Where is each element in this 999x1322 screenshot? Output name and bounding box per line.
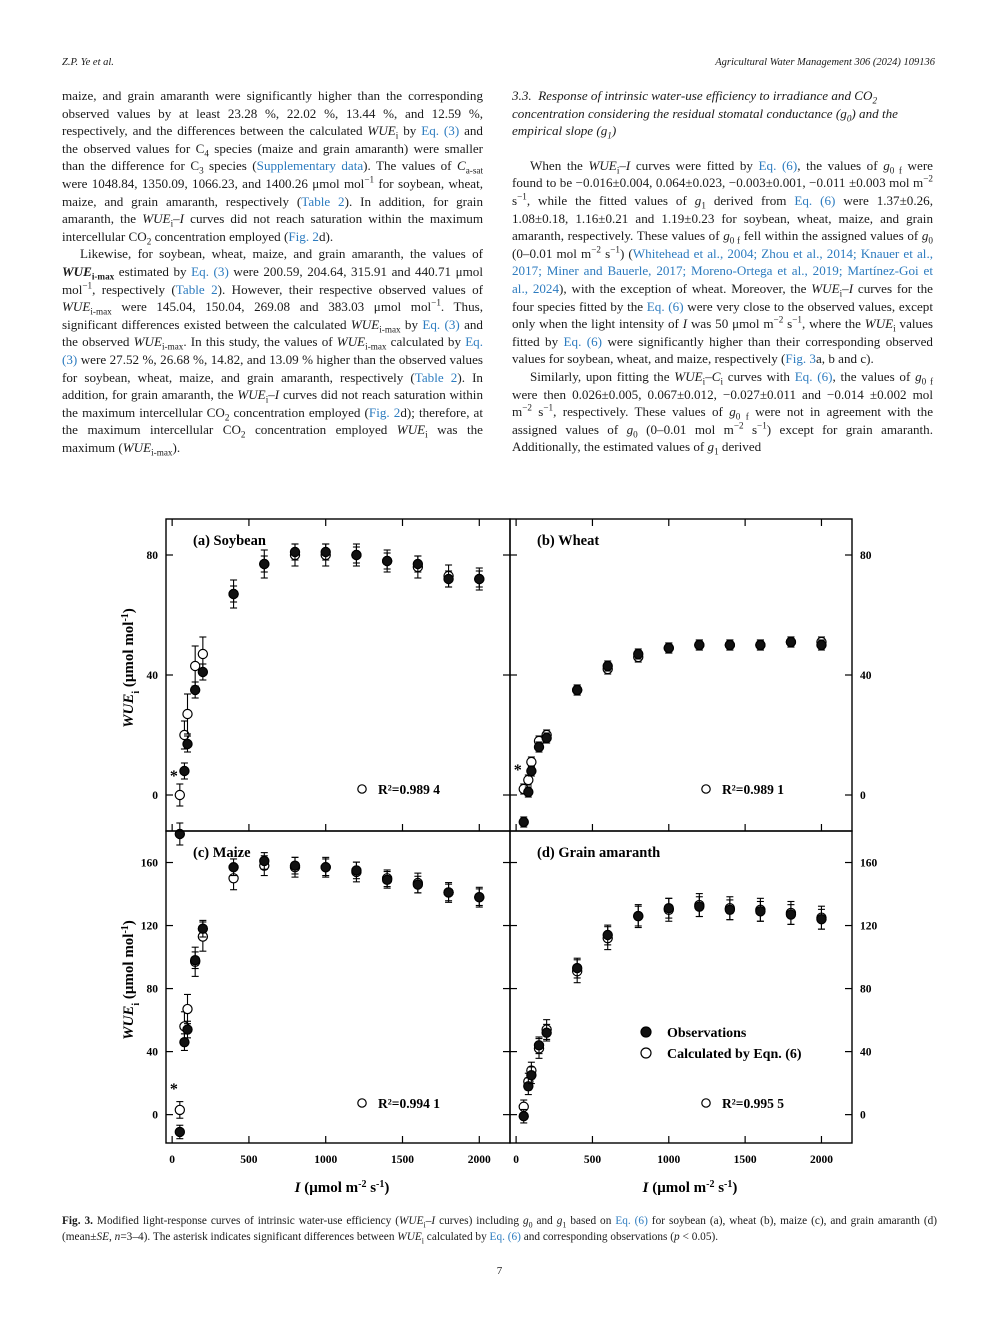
observed-point bbox=[183, 739, 192, 748]
observed-point bbox=[695, 640, 704, 649]
panel-title: (a) Soybean bbox=[193, 533, 266, 549]
observed-point bbox=[725, 640, 734, 649]
paragraph: When the $WUE_i-I$ curves were fitted by Eq. (6), the values of $g_{0 f}$ were found to be −0.016±0.004, 0.064±0.023, −0.003±0.001, −0.011 ±0.003 mol $m^{-2}$ $s^{-1}$, while the fitted values of $g_1$ derived from Eq. (6) were 1.37±0.26, 1.08±0.18, 1.16±0.21 and 1.19±0.23 for soybean, wheat, maize, and grain amaranth, respectively. These values of $g_{0 f}$ fell within the assigned values of $g_0$ (0–0.01 mol $m^{-2}$ $s^{-1}$) (Whitehead et al., 2004; Zhou et al., 2014; Knauer et al., 2017; Miner and Bauerle, 2017; Moreno-Ortega et al., 2019; Martínez-Goi et al., 2024), with the exception of wheat. Moreover, the $WUE_i-I$ curves for the four species fitted by the Eq. (6) were very close to the observed values, except only when the light intensity of I was 50 μmol $m^{-2}$ $s^{-1}$, where the $WUE_i$ values fitted by Eq. (6) were significantly higher than their corresponding observed values for soybean, wheat, and maize, respectively (Fig. 3a, b and c). bbox=[512, 157, 934, 367]
panel-title: (b) Wheat bbox=[537, 533, 600, 549]
link-eq6[interactable]: Eq. (6) bbox=[758, 157, 798, 173]
observed-point bbox=[175, 1127, 184, 1136]
r2-label: R²=0.989 1 bbox=[722, 782, 784, 797]
calculated-point bbox=[183, 1004, 192, 1013]
panel-title: (c) Maize bbox=[193, 845, 251, 861]
panel-frame bbox=[166, 519, 510, 831]
observed-point bbox=[634, 911, 643, 920]
legend-observed-marker bbox=[641, 1027, 651, 1037]
running-header-journal: Agricultural Water Management 306 (2024) 109136 bbox=[715, 57, 935, 68]
observed-point bbox=[180, 766, 189, 775]
y-tick-label: 160 bbox=[860, 857, 878, 870]
observed-point bbox=[198, 667, 207, 676]
y-tick-label: 0 bbox=[152, 790, 158, 802]
r2-label: R²=0.989 4 bbox=[378, 782, 440, 797]
observed-point bbox=[229, 589, 238, 598]
observed-point bbox=[260, 559, 269, 568]
chart-panel-1 bbox=[510, 519, 872, 831]
link-eq6[interactable]: Eq. (6) bbox=[646, 298, 684, 314]
observed-point bbox=[817, 640, 826, 649]
observed-point bbox=[786, 910, 795, 919]
link-eq3[interactable]: Eq. (3) bbox=[421, 123, 460, 139]
link-eq6[interactable]: Eq. (6) bbox=[794, 368, 833, 384]
legend-calculated-marker bbox=[641, 1048, 651, 1058]
observed-point bbox=[756, 640, 765, 649]
observed-point bbox=[191, 956, 200, 965]
panel-frame bbox=[166, 831, 510, 1143]
x-tick-label: 1000 bbox=[314, 1154, 338, 1166]
legend-observed-label: Observations bbox=[667, 1026, 747, 1041]
link-supplementary[interactable]: Supplementary data bbox=[256, 158, 364, 174]
observed-point bbox=[534, 742, 543, 751]
x-tick-label: 1500 bbox=[391, 1154, 414, 1166]
link-citations[interactable]: Whitehead et al., 2004; Zhou et al., 2014; Knauer et al., 2017; Miner and Bauerle, 2017; Moreno-Ortega et al., 2019; Martínez-Goi et al., 2024 bbox=[512, 245, 933, 296]
running-header-authors: Z.P. Ye et al. bbox=[62, 57, 114, 68]
observed-point bbox=[519, 1112, 528, 1121]
y-tick-label: 40 bbox=[860, 1046, 872, 1059]
y-tick-label: 120 bbox=[140, 920, 158, 933]
y-tick-label: 0 bbox=[860, 790, 866, 802]
observed-point bbox=[817, 915, 826, 924]
link-eq6[interactable]: Eq. (6) bbox=[615, 1215, 648, 1227]
observed-point bbox=[475, 893, 484, 902]
x-tick-label: 1000 bbox=[657, 1154, 681, 1166]
observed-point bbox=[603, 661, 612, 670]
section-title: 3.3. Response of intrinsic water-use efficiency to irradiance and $CO_2$ concentration considering the residual stomatal conductance $(g_0)$ and the empirical slope $(g_1)$ bbox=[512, 88, 898, 141]
paragraph: Similarly, upon fitting the $WUE_i-C_i$ curves with Eq. (6), the values of $g_{0 f}$ were then 0.026±0.005, 0.067±0.012, −0.027±0.011 and −0.014 ±0.002 mol $m^{-2}$ $s^{-1}$, respectively. These values of $g_{0 f}$ were not in agreement with the assigned values of $g_0$ (0–0.01 mol $m^{-2}$ $s^{-1}$) except for grain amaranth. Additionally, the estimated values of $g_1$ derived bbox=[512, 368, 934, 457]
observed-point bbox=[383, 875, 392, 884]
link-table2[interactable]: Table 2 bbox=[175, 281, 218, 297]
x-tick-label: 2000 bbox=[809, 1154, 833, 1166]
observed-point bbox=[383, 556, 392, 565]
r2-marker bbox=[702, 785, 710, 793]
observed-point bbox=[444, 888, 453, 897]
observed-point bbox=[573, 685, 582, 694]
observed-point bbox=[634, 649, 643, 658]
link-table2[interactable]: Table 2 bbox=[301, 193, 345, 209]
y-tick-label: 80 bbox=[860, 550, 872, 562]
figure-caption: Fig. 3. Modified light-response curves of intrinsic water-use efficiency ($WUE_i-I$ curves) including $g_0$ and $g_1$ based on Eq. (6) for soybean (a), wheat (b), maize (c), and grain amaranth (d) (mean±SE, n=3–4). The asterisk indicates significant differences between $WUE_i$ calculated by Eq. (6) and corresponding observations (p < 0.05). bbox=[62, 1215, 938, 1246]
y-axis-title: $WUE_i$ (μmol mol$^{-1}$) bbox=[119, 608, 142, 728]
panel-frame bbox=[510, 519, 852, 831]
x-tick-label: 0 bbox=[513, 1154, 519, 1166]
chart-panel-2 bbox=[141, 831, 510, 1166]
observed-point bbox=[352, 866, 361, 875]
panel-frame bbox=[510, 831, 852, 1143]
link-table2[interactable]: Table 2 bbox=[414, 369, 458, 385]
observed-point bbox=[527, 766, 536, 775]
x-tick-label: 1500 bbox=[733, 1154, 757, 1166]
chart-panel-3 bbox=[510, 831, 878, 1166]
observed-point bbox=[756, 907, 765, 916]
r2-label: R²=0.994 1 bbox=[378, 1096, 440, 1111]
calculated-point bbox=[527, 757, 536, 766]
observed-point bbox=[321, 547, 330, 556]
significance-asterisk: * bbox=[513, 762, 522, 779]
observed-point bbox=[573, 963, 582, 972]
y-tick-label: 0 bbox=[860, 1109, 866, 1122]
observed-point bbox=[290, 861, 299, 870]
observed-point bbox=[229, 863, 238, 872]
caption-label: Fig. 3. bbox=[62, 1215, 93, 1227]
x-axis-title: I (μmol $m^{-2}$ $s^{-1}$) bbox=[294, 1178, 390, 1196]
observed-point bbox=[180, 1038, 189, 1047]
observed-point bbox=[527, 1071, 536, 1080]
r2-marker bbox=[358, 1099, 366, 1107]
observed-point bbox=[413, 880, 422, 889]
x-tick-label: 2000 bbox=[467, 1154, 491, 1166]
y-tick-label: 160 bbox=[140, 857, 158, 870]
link-fig2d[interactable]: Fig. 2 bbox=[368, 404, 401, 420]
calculated-point bbox=[191, 661, 200, 670]
observed-point bbox=[524, 787, 533, 796]
y-tick-label: 120 bbox=[860, 920, 878, 933]
y-tick-label: 40 bbox=[146, 670, 158, 682]
x-axis-title: I (μmol $m^{-2}$ $s^{-1}$) bbox=[642, 1178, 738, 1196]
observed-point bbox=[542, 733, 551, 742]
y-tick-label: 80 bbox=[860, 983, 872, 996]
observed-point bbox=[695, 902, 704, 911]
observed-point bbox=[183, 1025, 192, 1034]
link-eq6[interactable]: Eq. (6) bbox=[563, 333, 603, 349]
x-tick-label: 500 bbox=[240, 1154, 258, 1166]
significance-asterisk: * bbox=[169, 1080, 178, 1098]
observed-point bbox=[664, 904, 673, 913]
r2-marker bbox=[358, 785, 366, 793]
observed-point bbox=[260, 856, 269, 865]
y-tick-label: 80 bbox=[146, 983, 158, 996]
calculated-point bbox=[524, 775, 533, 784]
observed-point bbox=[542, 1028, 551, 1037]
observed-point bbox=[290, 547, 299, 556]
link-fig3a[interactable]: Fig. 3 bbox=[785, 351, 816, 367]
observed-point bbox=[786, 637, 795, 646]
page-number: 7 bbox=[496, 1265, 503, 1277]
legend-calculated-label: Calculated by Eqn. (6) bbox=[667, 1047, 802, 1062]
link-eq3[interactable]: Eq. (3) bbox=[191, 263, 229, 279]
observed-point bbox=[198, 924, 207, 933]
x-tick-label: 0 bbox=[169, 1154, 176, 1166]
paragraph: Likewise, for soybean, wheat, maize, and grain amaranth, the values of $WUE_{i-max}$ estimated by Eq. (3) were 200.59, 204.64, 315.91 and 440.71 μmol mol$^{-1}$, respectively (Table 2). However, their respective observed values of $WUE_{i-max}$ were 145.04, 150.04, 269.08 and 383.03 μmol mol$^{-1}$. Thus, significant differences existed between the calculated $WUE_{i-max}$ by Eq. (3) and the observed $WUE_{i-max}$. In this study, the values of $WUE_{i-max}$ calculated by Eq. (3) were 27.52 %, 26.68 %, 14.82, and 13.09 % higher than the observed values for soybean, wheat, maize, and grain amaranth, respectively (Table 2). In addition, for grain amaranth, the $WUE_i-I$ curves did not reach saturation within the maximum intercellular $CO_2$ concentration employed (Fig. 2d); therefore, at the maximum intercellular $CO_2$ concentration employed $WUE_i$ was the maximum $(WUE_{i-max})$. bbox=[62, 246, 484, 458]
x-tick-label: 500 bbox=[583, 1154, 602, 1166]
r2-marker bbox=[702, 1099, 710, 1107]
observed-point bbox=[352, 550, 361, 559]
paragraph: maize, and grain amaranth were significantly higher than the corresponding observed values by at least 23.28 %, 22.02 %, 13.44 %, and 12.59 %, respectively, and the differences between the calculated $WUE_i$ by Eq. (3) and the observed values for $C_4$ species (maize and grain amaranth) were smaller than the difference for $C_3$ species (Supplementary data). The values of $C_{a-sat}$ were 1048.84, 1350.09, 1066.23, and 1400.26 μmol mol$^{-1}$ for soybean, wheat, maize, and grain amaranth, respectively (Table 2). In addition, for grain amaranth, the $WUE_i-I$ curves did not reach saturation within the maximum intercellular $CO_2$ concentration employed (Fig. 2d). bbox=[62, 88, 484, 247]
link-fig2d[interactable]: Fig. 2 bbox=[288, 228, 319, 244]
observed-point bbox=[444, 574, 453, 583]
observed-point bbox=[321, 863, 330, 872]
calculated-point bbox=[198, 649, 207, 658]
y-tick-label: 40 bbox=[860, 670, 872, 682]
observed-point bbox=[603, 930, 612, 939]
link-eq6[interactable]: Eq. (6) bbox=[794, 192, 836, 208]
link-eq3[interactable]: Eq. (3) bbox=[422, 316, 460, 332]
observed-point bbox=[413, 559, 422, 568]
calculated-point bbox=[175, 790, 184, 799]
observed-point bbox=[534, 1041, 543, 1050]
observed-point bbox=[664, 643, 673, 652]
observed-point bbox=[725, 905, 734, 914]
y-axis-title: $WUE_i$ (μmol mol$^{-1}$) bbox=[119, 920, 142, 1040]
y-tick-label: 0 bbox=[152, 1109, 158, 1122]
link-eq3[interactable]: Eq. (3) bbox=[62, 334, 484, 367]
significance-asterisk: * bbox=[169, 768, 178, 785]
link-eq6[interactable]: Eq. (6) bbox=[489, 1231, 521, 1243]
observed-point bbox=[191, 685, 200, 694]
r2-label: R²=0.995 5 bbox=[722, 1096, 784, 1111]
panel-title: (d) Grain amaranth bbox=[537, 845, 661, 861]
calculated-point bbox=[183, 709, 192, 718]
calculated-point bbox=[175, 1105, 184, 1114]
y-tick-label: 80 bbox=[146, 550, 158, 562]
observed-point bbox=[519, 817, 528, 826]
chart-panel-0 bbox=[147, 519, 511, 845]
y-tick-label: 40 bbox=[146, 1046, 158, 1059]
observed-point bbox=[475, 574, 484, 583]
